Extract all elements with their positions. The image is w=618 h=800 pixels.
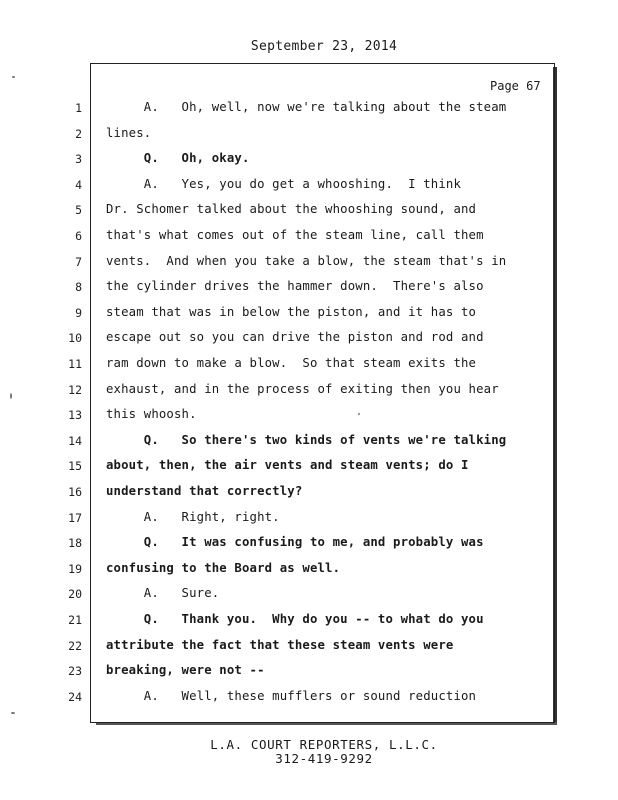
line-number: 21 [68,613,82,627]
transcript-line [0,584,560,604]
line-text: Q. It was confusing to me, and probably was [106,535,484,550]
transcript-line [0,661,560,681]
line-text: lines. [106,125,152,140]
line-number: 7 [75,254,82,269]
line-text: this whoosh. [106,407,197,422]
line-number: 14 [68,433,82,448]
transcript-line [0,354,560,374]
transcript-line [0,277,560,297]
line-number: 20 [68,587,82,602]
transcript-line [0,328,560,348]
line-text: A. Sure. [106,586,220,601]
line-text: A. Well, these mufflers or sound reduction [106,688,477,703]
line-number: 19 [68,561,82,576]
scan-speck [12,76,15,78]
scan-speck [358,413,360,415]
line-text: attribute the fact that these steam vents were [106,637,454,652]
transcript-line [0,636,560,656]
line-number: 5 [75,203,82,218]
transcript-line [0,687,560,707]
transcript-line [0,149,560,169]
transcript-line [0,175,560,195]
transcript-line [0,226,560,246]
line-number: 24 [68,689,82,704]
line-number: 22 [68,638,82,653]
line-number: 11 [68,357,82,371]
line-number: 8 [75,280,82,295]
line-number: 3 [75,152,82,167]
line-number: 4 [75,177,82,192]
line-text: about, then, the air vents and steam vents; do I [106,458,469,473]
line-text: confusing to the Board as well. [106,560,341,575]
line-text: escape out so you can drive the piston and rod and [106,330,484,345]
line-text: Dr. Schomer talked about the whooshing sound, and [106,202,477,217]
line-number: 16 [68,485,82,499]
transcript-line [0,252,560,272]
line-number: 17 [68,510,82,525]
line-number: 9 [75,305,82,320]
header-date: September 23, 2014 [250,39,398,54]
line-text: A. Oh, well, now we're talking about the steam [106,100,507,114]
scan-speck [11,712,15,714]
transcript-line [0,456,560,476]
line-number: 2 [75,126,82,141]
transcript-line [0,380,560,400]
page-number: Page 67 [490,79,541,93]
footer-phone: 312-419-9292 [275,751,373,766]
footer-company: L.A. COURT REPORTERS, L.L.C. [210,737,438,752]
line-number: 10 [68,331,82,346]
line-text: ram down to make a blow. So that steam exits the [106,356,477,370]
transcript-line [0,431,560,451]
transcript-line [0,200,560,220]
line-text: Q. Oh, okay. [106,151,250,166]
line-number: 6 [75,229,82,243]
line-text: A. Yes, you do get a whooshing. I think [106,176,462,191]
transcript-line [0,482,560,502]
transcript-line [0,508,560,528]
transcript-line [0,405,560,425]
line-text: that's what comes out of the steam line, call them [106,228,484,242]
line-number: 1 [75,101,82,115]
line-number: 12 [68,382,82,397]
transcript-line [0,98,560,118]
line-number: 13 [68,408,82,423]
transcript-line [0,533,560,553]
line-text: understand that correctly? [106,484,303,498]
line-text: Q. So there's two kinds of vents we're talking [106,432,507,447]
transcript-line [0,124,560,144]
line-text: the cylinder drives the hammer down. There's also [106,279,484,294]
transcript-line [0,559,560,579]
line-text: steam that was in below the piston, and it has to [106,304,477,319]
line-text: vents. And when you take a blow, the steam that's in [106,253,507,268]
line-number: 15 [68,459,82,474]
line-text: breaking, were not -- [106,663,265,678]
line-text: exhaust, and in the process of exiting then you hear [106,381,499,396]
line-number: 23 [68,664,82,679]
line-text: Q. Thank you. Why do you -- to what do you [106,612,484,626]
transcript-line [0,303,560,323]
line-number: 18 [68,536,82,551]
line-text: A. Right, right. [106,509,280,524]
transcript-line [0,610,560,630]
scan-speck [10,393,12,399]
